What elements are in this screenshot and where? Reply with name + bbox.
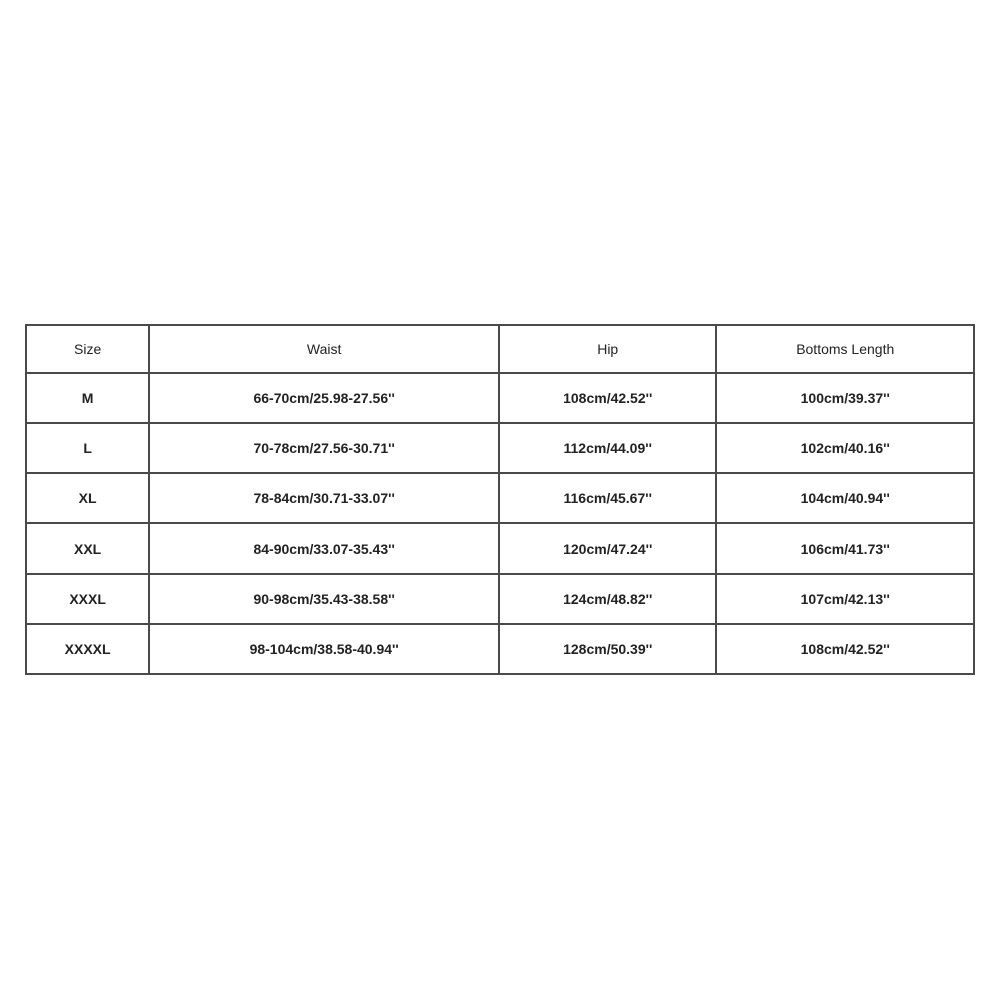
header-bottoms-length: Bottoms Length <box>716 325 974 373</box>
cell-waist: 70-78cm/27.56-30.71'' <box>149 423 499 473</box>
cell-size: L <box>26 423 149 473</box>
cell-bottoms-length: 100cm/39.37'' <box>716 373 974 423</box>
size-chart-table <box>25 324 975 675</box>
cell-size: XXXXL <box>26 624 149 674</box>
table-row <box>26 574 974 624</box>
cell-bottoms-length: 108cm/42.52'' <box>716 624 974 674</box>
table-row <box>26 624 974 674</box>
cell-size: XXL <box>26 523 149 573</box>
cell-hip: 116cm/45.67'' <box>499 473 716 523</box>
cell-hip: 120cm/47.24'' <box>499 523 716 573</box>
cell-bottoms-length: 102cm/40.16'' <box>716 423 974 473</box>
cell-waist: 90-98cm/35.43-38.58'' <box>149 574 499 624</box>
cell-hip: 128cm/50.39'' <box>499 624 716 674</box>
cell-bottoms-length: 106cm/41.73'' <box>716 523 974 573</box>
cell-size: M <box>26 373 149 423</box>
cell-waist: 66-70cm/25.98-27.56'' <box>149 373 499 423</box>
cell-size: XL <box>26 473 149 523</box>
header-waist: Waist <box>149 325 499 373</box>
cell-waist: 84-90cm/33.07-35.43'' <box>149 523 499 573</box>
cell-size: XXXL <box>26 574 149 624</box>
cell-waist: 78-84cm/30.71-33.07'' <box>149 473 499 523</box>
cell-waist: 98-104cm/38.58-40.94'' <box>149 624 499 674</box>
cell-hip: 108cm/42.52'' <box>499 373 716 423</box>
cell-bottoms-length: 107cm/42.13'' <box>716 574 974 624</box>
cell-bottoms-length: 104cm/40.94'' <box>716 473 974 523</box>
table-header-row <box>26 325 974 373</box>
table-row <box>26 373 974 423</box>
table-row <box>26 473 974 523</box>
header-size: Size <box>26 325 149 373</box>
table-row <box>26 423 974 473</box>
header-hip: Hip <box>499 325 716 373</box>
cell-hip: 112cm/44.09'' <box>499 423 716 473</box>
table-row <box>26 523 974 573</box>
cell-hip: 124cm/48.82'' <box>499 574 716 624</box>
